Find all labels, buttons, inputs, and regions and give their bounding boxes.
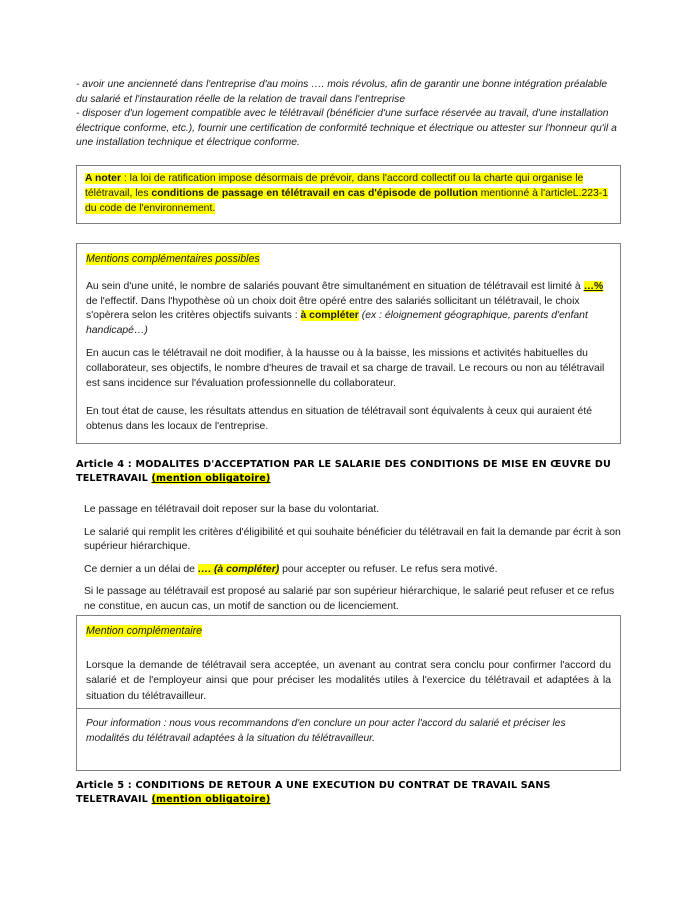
article-4-title: MODALITES D'ACCEPTATION PAR LE SALARIE DES CONDITIONS DE MISE EN ŒUVRE DU TELETRAVAIL bbox=[76, 459, 611, 485]
mentions-p1-part3: (ex : éloignement géographique, parents d'enfant handicapé…) bbox=[86, 310, 588, 336]
mentions-p1-part2: de l'effectif. Dans l'hypothèse où un choix doit être opéré entre des salariés sollicitant un télétravail, le choix s'opèrera selon les critères objectifs suivants : bbox=[86, 295, 580, 322]
article-4-paragraph-refus: Si le passage au télétravail est proposé au salarié par son supérieur hiérarchique, le salarié peut refuser et ce refus ne constitue, en aucun cas, un motif de sanction ou de licenciement. bbox=[84, 586, 615, 612]
article-5-title: CONDITIONS DE RETOUR A UNE EXECUTION DU CONTRAT DE TRAVAIL SANS TELETRAVAIL bbox=[76, 780, 551, 806]
mentions-percent-placeholder: …% bbox=[583, 281, 604, 292]
mention-complementaire-tag-text: Mention complémentaire bbox=[86, 625, 202, 637]
a-noter-callout-box bbox=[76, 165, 621, 224]
article-4-paragraph-demande-ecrite: Le salarié qui remplit les critères d'éligibilité et qui souhaite bénéficier du télétravail en fait la demande par écrit à son supérieur hiérarchique. bbox=[84, 526, 621, 553]
a-noter-label: A noter bbox=[85, 173, 121, 184]
intro-bullet-seniority: - avoir une ancienneté dans l'entreprise d'au moins …. mois révolus, afin de garantir une bonne intégration préalable du salarié et l'instauration réelle de la relation de travail dans l'entreprise bbox=[76, 79, 608, 105]
article-5-number: Article 5 : bbox=[76, 780, 136, 791]
intro-conditions-block bbox=[76, 78, 621, 151]
mention-complementaire-paragraph: Lorsque la demande de télétravail sera acceptée, un avenant au contrat sera conclu pour confirmer l'accord du salarié et de l'employeur ainsi que pour préciser les modalités utiles à l'exercice du télétravail et adaptées à la situation du télétravailleur. bbox=[86, 660, 611, 702]
pour-information-box bbox=[76, 708, 621, 771]
mentions-a-completer-placeholder: à compléter bbox=[300, 310, 359, 322]
mention-complementaire-tag bbox=[86, 624, 611, 638]
article-5-mention-badge: (mention obligatoire) bbox=[151, 794, 271, 806]
mentions-paragraph-no-modification: En aucun cas le télétravail ne doit modifier, à la hausse ou à la baisse, les missions et activités habituelles du collaborateur, ses objectifs, le nombre d'heures de travail et sa charge de travail. Le recours ou non au télétravail est sans incidence sur l'évaluation professionnelle du collaborateur. bbox=[86, 348, 605, 389]
article-5-heading bbox=[76, 779, 621, 808]
mentions-complementaires-tag bbox=[86, 252, 611, 266]
article-4-number: Article 4 : bbox=[76, 459, 136, 470]
mentions-p1-part1: Au sein d'une unité, le nombre de salariés pouvant être simultanément en situation de télétravail est limité à bbox=[86, 281, 584, 292]
a-noter-text-1: : la loi de ratification impose désormais de prévoir, dans l'accord collectif ou la charte qui organise le télétravail, les bbox=[85, 173, 584, 199]
mentions-complementaires-tag-text: Mentions complémentaires possibles bbox=[86, 253, 260, 265]
pour-information-paragraph: Pour information : nous vous recommandons d'en conclure un pour acter l'accord du salarié et préciser les modalités du télétravail adaptées à la situation du télétravailleur. bbox=[86, 718, 566, 744]
intro-bullet-housing: - disposer d'un logement compatible avec le télétravail (bénéficier d'une surface réservée au travail, d'une installation électrique conforme, etc.), fournir une certification de conformité technique et électrique ou attester sur l'honneur qu'il a une installation technique et électrique conforme. bbox=[76, 108, 617, 149]
a-noter-text-2: mentionné à l'articleL.223-1 du code de l'environnement. bbox=[85, 187, 609, 214]
article-4-p3-part2: pour accepter ou refuser. Le refus sera motivé. bbox=[279, 563, 498, 575]
article-4-paragraph-delai bbox=[84, 563, 621, 578]
a-noter-bold-phrase: conditions de passage en télétravail en cas d'épisode de pollution bbox=[151, 187, 478, 199]
a-noter-paragraph bbox=[85, 172, 612, 216]
article-4-p3-part1: Ce dernier a un délai de bbox=[84, 563, 198, 575]
article-4-heading bbox=[76, 458, 621, 487]
mentions-paragraph-quota bbox=[86, 280, 611, 338]
mention-complementaire-box bbox=[76, 615, 621, 714]
mentions-complementaires-box bbox=[76, 243, 621, 444]
mentions-paragraph-results: En tout état de cause, les résultats attendus en situation de télétravail sont équivalents à ceux qui auraient été obtenus dans les locaux de l'entreprise. bbox=[86, 406, 593, 432]
article-4-paragraph-volontariat: Le passage en télétravail doit reposer sur la base du volontariat. bbox=[84, 504, 380, 515]
article-4-delai-placeholder: …. (à compléter) bbox=[197, 563, 280, 575]
article-4-body bbox=[84, 503, 629, 615]
article-4-mention-badge: (mention obligatoire) bbox=[151, 473, 271, 485]
